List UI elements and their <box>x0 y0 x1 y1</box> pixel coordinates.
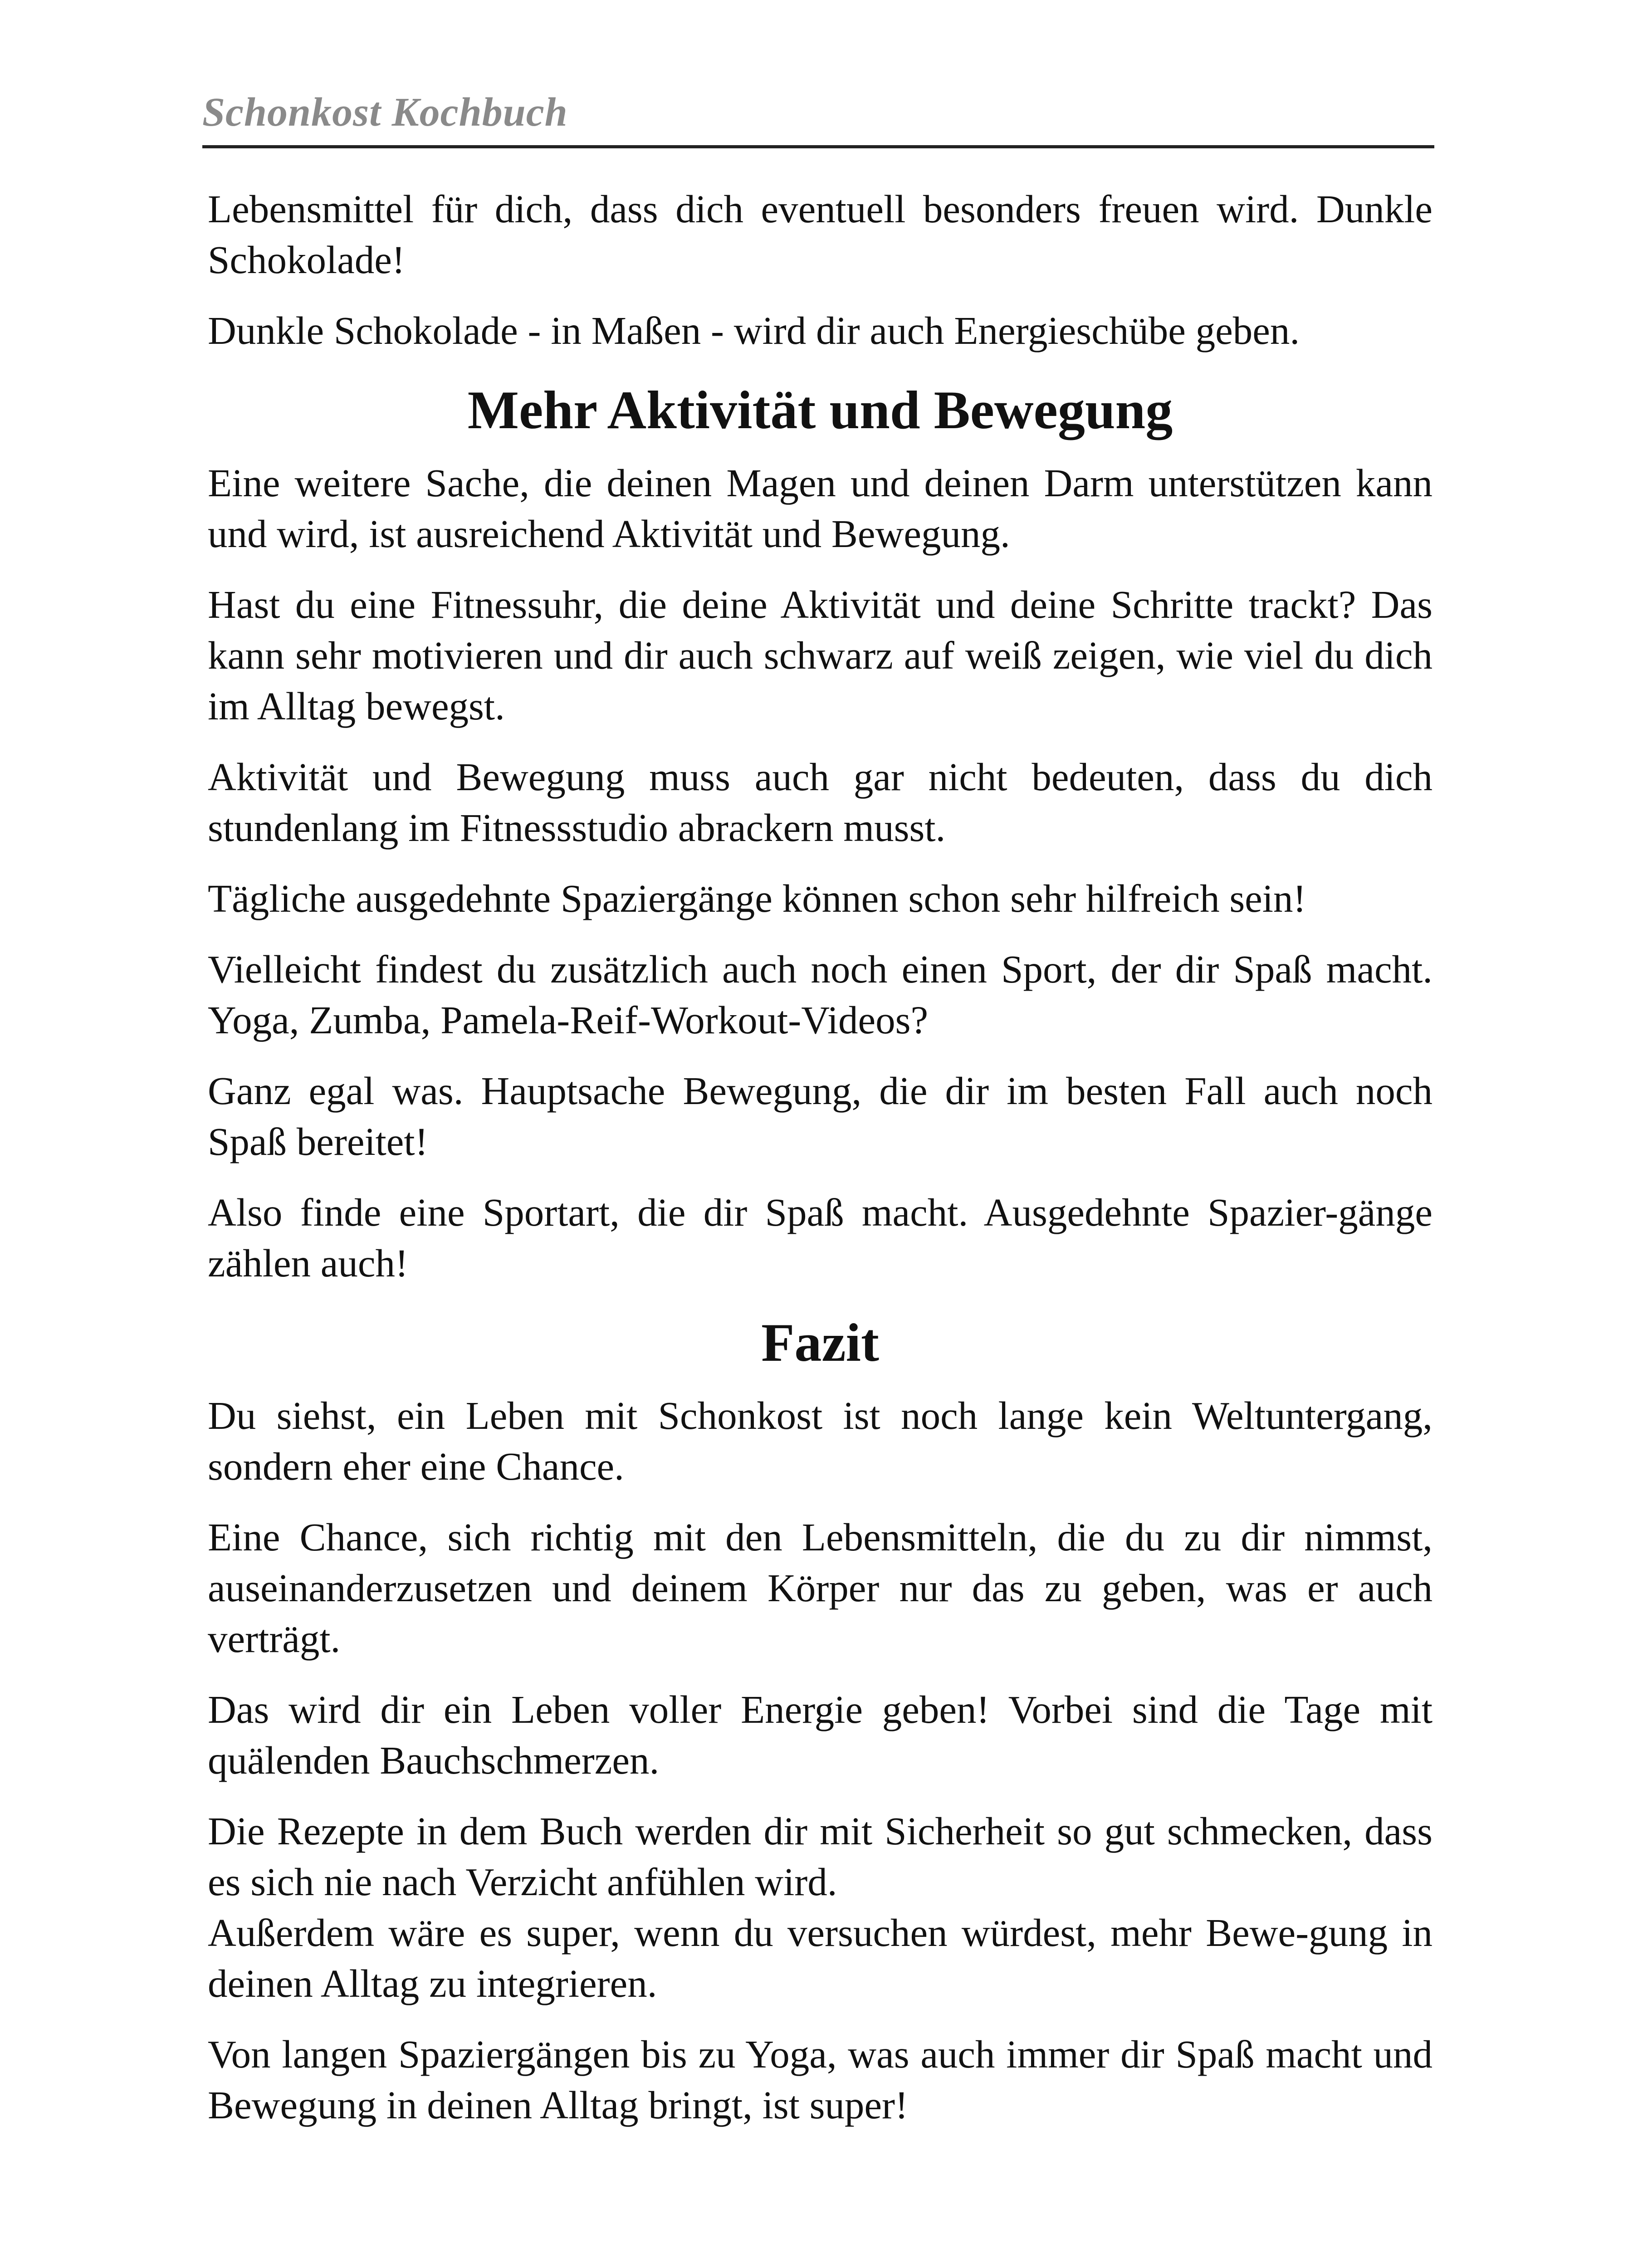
running-header-title: Schonkost Kochbuch <box>202 90 568 135</box>
body-paragraph: Vielleicht findest du zusätzlich auch noch einen Sport, der dir Spaß macht. Yoga, Zumba, Pamela-Reif-Workout-Videos? <box>208 947 1433 1042</box>
body-paragraph: Das wird dir ein Leben voller Energie geben! Vorbei sind die Tage mit quälenden Bauchschmerzen. <box>208 1687 1433 1782</box>
section-heading-activity: Mehr Aktivität und Bewegung <box>467 380 1173 440</box>
body-paragraph: Eine Chance, sich richtig mit den Lebensmitteln, die du zu dir nimmst, auseinanderzusetzen und deinem Körper nur das zu geben, was er auch verträgt. <box>208 1515 1433 1661</box>
body-paragraph: Du siehst, ein Leben mit Schonkost ist noch lange kein Weltuntergang, sondern eher eine Chance. <box>208 1393 1433 1488</box>
body-paragraph: Von langen Spaziergängen bis zu Yoga, was auch immer dir Spaß macht und Bewegung in deinen Alltag bringt, ist super! <box>208 2032 1433 2127</box>
body-paragraph: Ganz egal was. Hauptsache Bewegung, die dir im besten Fall auch noch Spaß bereitet! <box>208 1069 1433 1163</box>
body-paragraph: Die Rezepte in dem Buch werden dir mit Sicherheit so gut schmecken, dass es sich nie nach Verzicht anfühlen wird. <box>208 1809 1433 1904</box>
body-paragraph: Lebensmittel für dich, dass dich eventuell besonders freuen wird. Dunkle Schokolade! <box>208 187 1433 282</box>
body-paragraph: Also finde eine Sportart, die dir Spaß macht. Ausgedehnte Spazier-gänge zählen auch! <box>208 1190 1433 1285</box>
body-paragraph: Außerdem wäre es super, wenn du versuchen würdest, mehr Bewe-gung in deinen Alltag zu integrieren. <box>208 1911 1433 2005</box>
header-rule <box>202 145 1434 148</box>
body-paragraph: Tägliche ausgedehnte Spaziergänge können schon sehr hilfreich sein! <box>208 876 1306 920</box>
body-paragraph: Aktivität und Bewegung muss auch gar nicht bedeuten, dass du dich stundenlang im Fitnessstudio abrackern musst. <box>208 755 1433 850</box>
page-body <box>208 184 1433 2151</box>
body-paragraph: Hast du eine Fitnessuhr, die deine Aktivität und deine Schritte trackt? Das kann sehr motivieren und dir auch schwarz auf weiß zeigen, wie viel du dich im Alltag bewegst. <box>208 582 1433 728</box>
section-heading-fazit: Fazit <box>761 1312 879 1373</box>
body-paragraph: Eine weitere Sache, die deinen Magen und deinen Darm unterstützen kann und wird, ist ausreichend Aktivität und Bewegung. <box>208 461 1433 556</box>
body-paragraph: Dunkle Schokolade - in Maßen - wird dir auch Energieschübe geben. <box>208 308 1300 352</box>
